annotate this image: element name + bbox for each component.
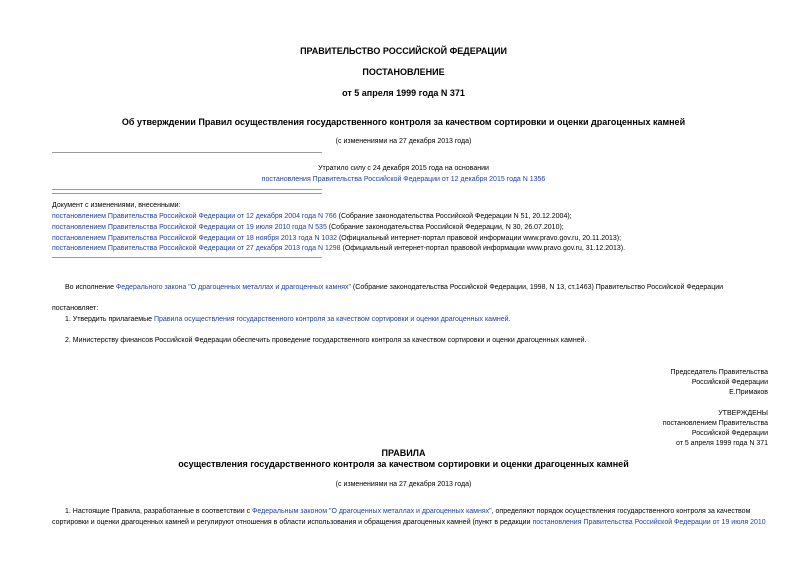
approved-date: от 5 апреля 1999 года N 371 <box>675 440 768 447</box>
divider <box>52 193 322 194</box>
amendment-source: (Собрание законодательства Российской Федерации, N 30, 26.07.2010); <box>326 224 564 231</box>
approved-label: УТВЕРЖДЕНЫ <box>718 410 768 417</box>
approved-line: постановлением Правительства <box>662 420 768 427</box>
item-one <box>65 315 511 324</box>
preamble <box>65 283 723 292</box>
rules-paragraph-text: сортировки и оценки драгоценных камней и регулируют отношения в области использования и обращения драгоценных камней (пункт в редакции <box>52 519 533 526</box>
signature-title: Председатель Правительства <box>670 369 768 376</box>
amendments-intro: Документ с изменениями, внесенными: <box>52 202 181 209</box>
approved-line: Российской Федерации <box>691 430 768 437</box>
rules-subtitle: осуществления государственного контроля за качеством сортировки и оценки драгоценных камней <box>178 459 629 469</box>
amendment-source: (Официальный интернет-портал правовой информации www.pravo.gov.ru, 20.11.2013); <box>337 235 622 242</box>
amendment-link[interactable]: постановлением Правительства Российской Федерации от 12 декабря 2004 года N 766 <box>52 213 337 220</box>
rules-paragraph <box>65 507 750 516</box>
item-one-end: . <box>508 316 511 323</box>
amendment-link[interactable]: постановлением Правительства Российской Федерации от 18 ноября 2013 года N 1032 <box>52 235 338 242</box>
preamble-text: (Собрание законодательства Российской Федерации, 1998, N 13, ст.1463) Правительство Российской Федерации <box>350 284 724 291</box>
amendment-link[interactable]: постановлением Правительства Российской Федерации от 19 июля 2010 года N 535 <box>52 224 327 231</box>
federal-law-link[interactable]: Федерального закона "О драгоценных металлах и драгоценных камнях" <box>115 284 351 291</box>
amendment-item <box>52 223 564 232</box>
amendment-source: (Собрание законодательства Российской Федерации N 51, 20.12.2004); <box>336 213 572 220</box>
rules-paragraph-text: , определяют порядок осуществления государственного контроля за качеством <box>491 508 751 515</box>
signature-title: Российской Федерации <box>691 379 768 386</box>
expired-link[interactable]: постановления Правительства Российской Федерации от 12 декабря 2015 года N 1356 <box>261 176 546 183</box>
rules-link[interactable]: Правила осуществления государственного контроля за качеством сортировки и оценки драгоценных камней <box>153 316 509 323</box>
decides-text: постановляет: <box>52 305 99 312</box>
doc-date: от 5 апреля 1999 года N 371 <box>342 88 465 98</box>
signature-name: Е.Примаков <box>729 389 768 396</box>
amendment-item <box>52 234 621 243</box>
rules-amended-note: (с изменениями на 27 декабря 2013 года) <box>335 481 472 488</box>
rules-paragraph-text: 1. Настоящие Правила, разработанные в соответствии с <box>65 508 253 515</box>
amended-note: (с изменениями на 27 декабря 2013 года) <box>335 138 472 145</box>
amendment-item <box>52 212 572 221</box>
expired-text: Утратило силу с 24 декабря 2015 года на основании <box>318 165 489 172</box>
doc-type: ПОСТАНОВЛЕНИЕ <box>362 67 445 77</box>
doc-title: Об утверждении Правил осуществления государственного контроля за качеством сортировки и оценки драгоценных камней <box>121 117 686 127</box>
divider <box>52 152 322 153</box>
divider <box>52 257 322 258</box>
federal-law-link[interactable]: Федеральным законом "О драгоценных металлах и драгоценных камнях" <box>252 508 492 515</box>
amendment-link[interactable]: постановлением Правительства Российской Федерации от 27 декабря 2013 года N 1298 <box>52 245 341 252</box>
preamble-text: Во исполнение <box>65 284 116 291</box>
amendment-item <box>52 244 625 253</box>
amendment-source: (Официальный интернет-портал правовой информации www.pravo.gov.ru, 31.12.2013). <box>340 245 626 252</box>
item-one-text: 1. Утвердить прилагаемые <box>65 316 154 323</box>
amendment-link[interactable]: постановления Правительства Российской Федерации от 19 июля 2010 <box>532 519 766 526</box>
item-two: 2. Министерству финансов Российской Федерации обеспечить проведение государственного контроля за качеством сортировки и оценки драгоценных камней. <box>65 337 587 344</box>
org-name: ПРАВИТЕЛЬСТВО РОССИЙСКОЙ ФЕДЕРАЦИИ <box>300 46 507 56</box>
divider <box>52 189 322 190</box>
rules-title: ПРАВИЛА <box>381 448 426 458</box>
rules-paragraph <box>52 518 766 527</box>
